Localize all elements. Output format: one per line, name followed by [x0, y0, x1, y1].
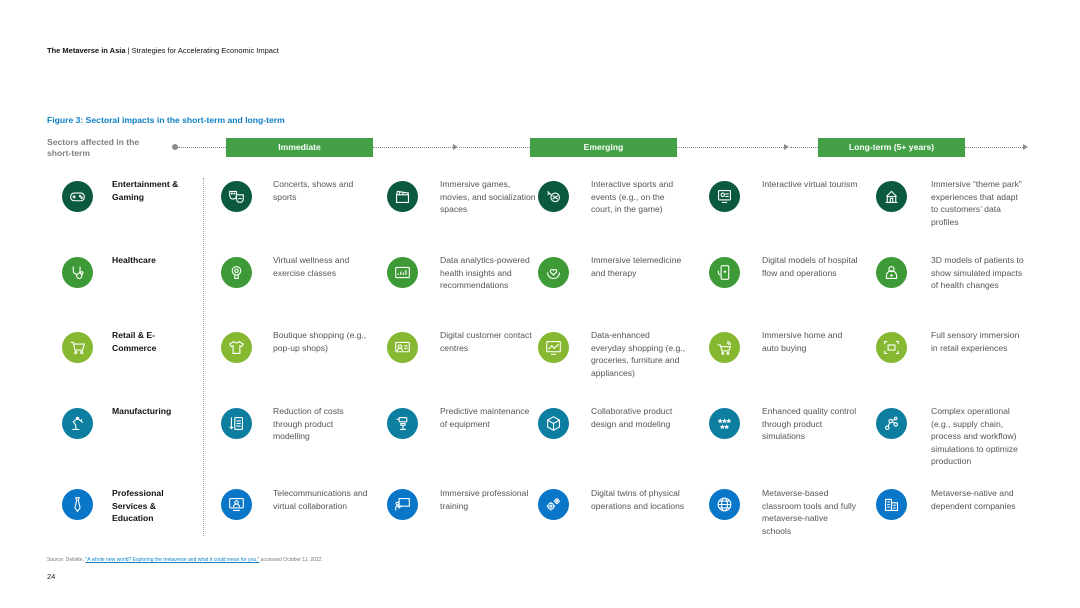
cell-text: Immersive telemedicine and therapy [591, 255, 682, 278]
clapperboard-icon [387, 181, 418, 212]
document-subtitle: Strategies for Accelerating Economic Impact [131, 46, 279, 55]
document-title: The Metaverse in Asia [47, 46, 126, 55]
figure-title: Figure 3: Sectoral impacts in the short-term and long-term [47, 115, 285, 125]
cell-text: Immersive games, movies, and socialization spaces [440, 179, 536, 214]
cell-text: Interactive sports and events (e.g., on the court, in the game) [591, 179, 674, 214]
stethoscope-icon [62, 257, 93, 288]
cell-text: Data analytics-powered health insights and recommendations [440, 255, 530, 290]
mobile-health-icon [709, 257, 740, 288]
cell-text: Concerts, shows and sports [273, 179, 354, 202]
cell-text: Collaborative product design and modeling [591, 406, 673, 429]
necktie-icon [62, 489, 93, 520]
gears-icon [538, 489, 569, 520]
page-number: 24 [47, 572, 56, 581]
maintenance-icon [387, 408, 418, 439]
cell-text: Digital twins of physical operations and locations [591, 488, 685, 511]
data-chart-icon [538, 332, 569, 363]
timeline-line [965, 147, 1023, 148]
presentation-icon [387, 489, 418, 520]
sensory-frame-icon [876, 332, 907, 363]
heart-hands-icon [538, 257, 569, 288]
source-prefix: Source: Deloitte, [47, 557, 86, 563]
sector-divider [203, 178, 204, 536]
cube-icon [538, 408, 569, 439]
network-nodes-icon [876, 408, 907, 439]
cell-text: Immersive “theme park” experiences that adapt to customers’ data profiles [931, 179, 1022, 227]
analytics-chart-icon [387, 257, 418, 288]
game-controller-icon [62, 181, 93, 212]
cell-text: Full sensory immersion in retail experiences [931, 330, 1020, 353]
cell-text: 3D models of patients to show simulated impacts of health changes [931, 255, 1024, 290]
phase-emerging: Emerging [530, 138, 677, 157]
sector-label-retail: Retail & E-Commerce [112, 330, 157, 353]
cell-text: Digital customer contact centres [440, 330, 532, 353]
wellness-icon [221, 257, 252, 288]
timeline-arrow [784, 144, 789, 150]
cell-text: Digital models of hospital flow and operations [762, 255, 858, 278]
timeline-line [178, 147, 226, 148]
source-note [47, 557, 323, 563]
sector-label-professional-services: Professional Services & Education [112, 488, 164, 523]
timeline-line [790, 147, 818, 148]
sports-play-icon [538, 181, 569, 212]
cost-down-icon [221, 408, 252, 439]
timeline-line [677, 147, 784, 148]
phase-long-term: Long-term (5+ years) [818, 138, 965, 157]
timeline-line [459, 147, 530, 148]
header-separator: | [127, 46, 130, 55]
timeline-arrow [453, 144, 458, 150]
document-header [47, 46, 279, 55]
cell-text: Immersive professional training [440, 488, 529, 511]
cell-text: Immersive home and auto buying [762, 330, 843, 353]
cell-text: Data-enhanced everyday shopping (e.g., groceries, furniture and appliances) [591, 330, 686, 378]
timeline-line [373, 147, 453, 148]
globe-icon [709, 489, 740, 520]
source-suffix: accessed October 11, 2022. [259, 557, 323, 563]
star-rating-icon [709, 408, 740, 439]
timeline-arrow [1023, 144, 1028, 150]
sectors-label: Sectors affected in the short-term [47, 137, 140, 158]
cart-signal-icon [709, 332, 740, 363]
cell-text: Metaverse-native and dependent companies [931, 488, 1016, 511]
tshirt-icon [221, 332, 252, 363]
cell-text: Predictive maintenance of equipment [440, 406, 530, 429]
cell-text: Enhanced quality control through product simulations [762, 406, 857, 441]
virtual-tour-icon [709, 181, 740, 212]
sector-label-entertainment: Entertainment & Gaming [112, 179, 179, 202]
sector-label-healthcare: Healthcare [112, 255, 156, 265]
video-call-icon [221, 489, 252, 520]
shopping-cart-icon [62, 332, 93, 363]
phase-immediate: Immediate [226, 138, 373, 157]
cell-text: Complex operational (e.g., supply chain, process and workflow) simulations to optimize production [931, 406, 1018, 466]
theme-park-icon [876, 181, 907, 212]
contact-centre-icon [387, 332, 418, 363]
cell-text: Metaverse-based classroom tools and fully metaverse-native schools [762, 488, 857, 536]
patient-model-icon [876, 257, 907, 288]
buildings-icon [876, 489, 907, 520]
cell-text: Reduction of costs through product modelling [273, 406, 344, 441]
source-link[interactable]: "A whole new world? Exploring the metaverse and what it could mean for you," [85, 557, 260, 563]
cell-text: Telecommunications and virtual collaboration [273, 488, 368, 511]
cell-text: Boutique shopping (e.g., pop-up shops) [273, 330, 367, 353]
cell-text: Virtual wellness and exercise classes [273, 255, 350, 278]
robot-arm-icon [62, 408, 93, 439]
theater-masks-icon [221, 181, 252, 212]
sector-label-manufacturing: Manufacturing [112, 406, 172, 416]
cell-text: Interactive virtual tourism [762, 179, 858, 189]
